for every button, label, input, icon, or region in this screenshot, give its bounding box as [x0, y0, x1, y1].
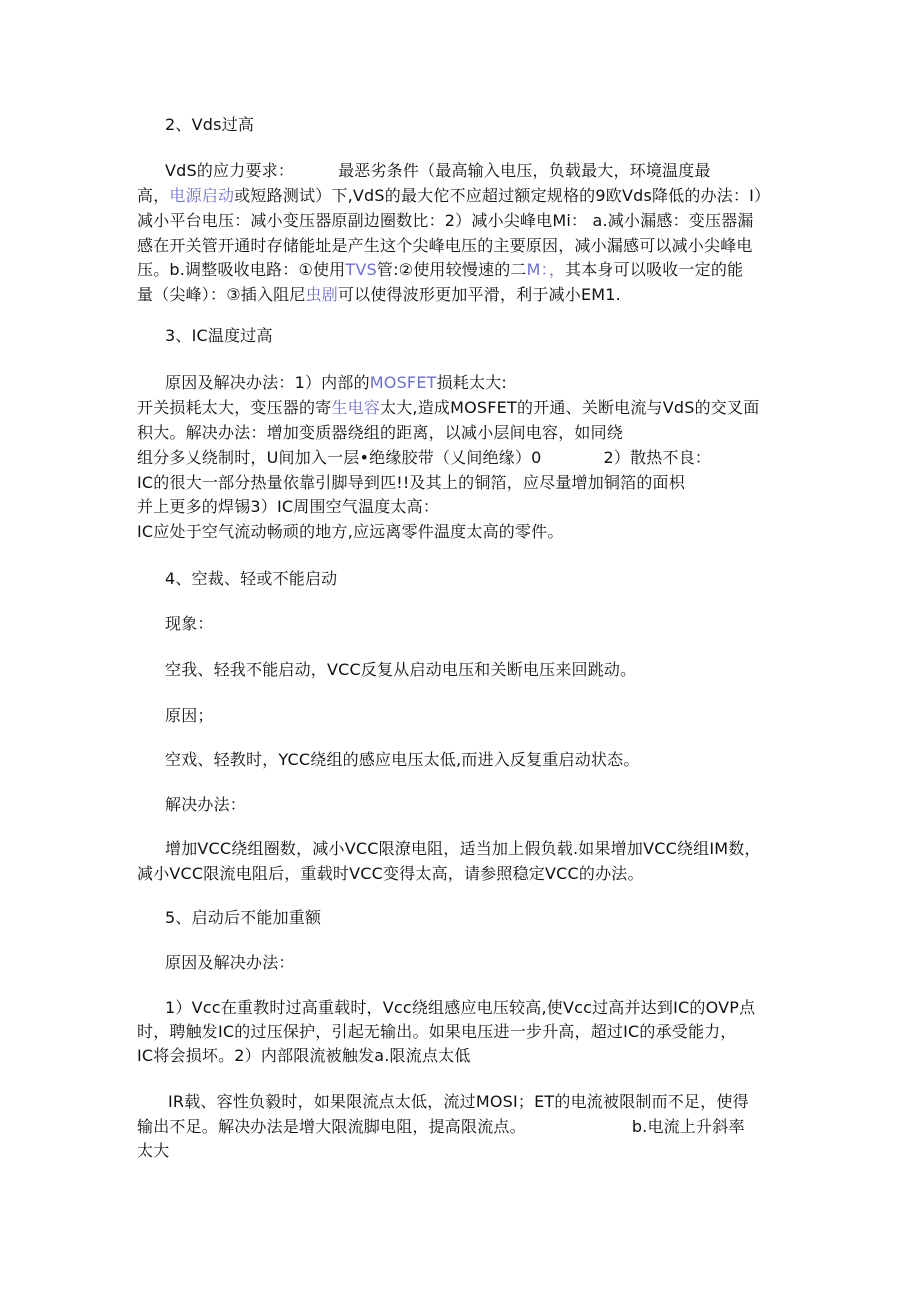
- s2-text: 高，: [137, 186, 170, 205]
- s4-solution-line-2: 减小VCC限流电阻后，重载时VCC变得太高，请参照稳定VCC的办法。: [137, 864, 644, 883]
- s4-phenomenon-text: 空我、轻我不能启动，VCC反复从启动电压和关断电压来回跳动。: [165, 660, 637, 679]
- s2-text: 压。b.调整吸收电路：①使用: [137, 260, 346, 279]
- s4-cause-text: 空戏、轻教时，YCC绕组的感应电压太低,而进入反复重启动状态。: [165, 750, 640, 769]
- s3-text: 损耗太大:: [436, 373, 508, 392]
- mosfet-link[interactable]: MOSFET: [369, 373, 437, 392]
- s3-text: 组分多乂绕制时，U间加入一层•绝缘胶带（乂间绝缘）0: [137, 448, 542, 467]
- s3-line-2: [137, 397, 759, 419]
- s2-line-5: [137, 259, 743, 281]
- s5-p2-line-2: 时，聘触发IC的过压保护，引起无输出。如果电压进一步升高，超过IC的承受能力，: [137, 1022, 737, 1041]
- s5-cause-label: 原因及解决办法：: [165, 953, 295, 972]
- s2-line-3: 减小平台电压：减小变压器原副边圈数比：2）减小尖峰电Mi： a.减小漏感：变压器漏: [137, 211, 754, 230]
- s4-phenomenon-label: 现象：: [165, 614, 214, 633]
- s3-line-1: [165, 372, 507, 394]
- s3-text: 太大,造成MOSFET的开通、关断电流与VdS的交叉面: [380, 398, 760, 417]
- s5-text: 输出不足。解决办法是增大限流脚电阻，提高限流点。: [137, 1117, 526, 1136]
- s5-p2-line-3: IC将会损坏。2）内部限流被触发a.限流点太低: [137, 1046, 471, 1065]
- resistor-link[interactable]: 虫剧: [305, 285, 338, 304]
- power-startup-link[interactable]: 电源启动: [169, 186, 235, 205]
- s2-line-4: 感在开关管开通时存储能址是产生这个尖峰电压的主要原因，减小漏感可以减小尖峰电: [137, 236, 753, 255]
- s3-line-7: IC应处于空气流动畅顽的地方,应远离零件温度太高的零件。: [137, 522, 564, 541]
- s3-text: 2）散热不良：: [603, 448, 712, 467]
- s2-line-2: [137, 185, 770, 207]
- tvs-link[interactable]: TVS: [345, 260, 377, 279]
- s3-line-5: IC的很大一部分热量依靠引脚导到匹!!及其上的铜箔，应尽量增加铜箔的面枳: [137, 473, 685, 492]
- section-4-heading: 4、空裁、轻或不能启动: [165, 569, 338, 588]
- s2-line-6: [137, 284, 621, 306]
- s2-text: 管:②使用较慢速的二: [376, 260, 527, 279]
- s4-solution-line-1: 增加VCC绕组圈数，减小VCC限潦电阻，适当加上假负载.如果增加VCC绕组IM数，: [165, 839, 761, 858]
- diode-link[interactable]: M：，: [526, 260, 566, 279]
- s2-text: 或短路测试）下,VdS的最大佗不应超过额定规格的9欧Vds降低的办法：I）: [234, 186, 771, 205]
- s3-text: 开关损耗太大，变压器的寄: [137, 398, 332, 417]
- s2-text: 其本身可以吸收一定的能: [565, 260, 744, 279]
- s3-line-6: 并上更多的焊锡3）IC周围空气温度太高：: [137, 497, 440, 516]
- s2-text: 量（尖峰）：③插入阻尼: [137, 285, 306, 304]
- section-5-heading: 5、启动后不能加重额: [165, 908, 322, 927]
- s5-text: b.电流上升斜率: [631, 1117, 745, 1136]
- s2-text: 可以使得波形更加平滑，利于减小EM1.: [337, 285, 621, 304]
- parasitic-capacitance-link[interactable]: 生电容: [331, 398, 381, 417]
- s4-cause-label: 原因；: [165, 706, 214, 725]
- s3-line-4: [137, 447, 711, 469]
- s3-line-3: 积大。解决办法：增加变质器绕组的距离，以减小层间电容，如同绕: [137, 423, 624, 442]
- section-3-heading: 3、IC温度过高: [165, 326, 273, 345]
- s3-text: 原因及解决办法：1）内部的: [165, 373, 370, 392]
- s5-p3-line-1: IR载、容性负毅时，如果限流点太低，流过MOSI；ET的电流被限制而不足，使得: [168, 1092, 749, 1111]
- s2-text: VdS的应力要求：: [165, 161, 295, 180]
- s4-solution-label: 解决办法：: [165, 795, 247, 814]
- section-2-heading: 2、Vds过高: [165, 115, 255, 134]
- s5-p3-line-3: 太大: [137, 1141, 170, 1160]
- s5-p2-line-1: 1）Vcc在重教时过高重载时，Vcc绕组感应电压较高,使Vcc过高并达到IC的OVP点: [165, 998, 756, 1017]
- s2-text: 最恶劣条件（最高输入电压，负载最大，环境温度最: [338, 161, 711, 180]
- s2-line-1: [165, 160, 711, 182]
- s5-p3-line-2: [137, 1116, 745, 1138]
